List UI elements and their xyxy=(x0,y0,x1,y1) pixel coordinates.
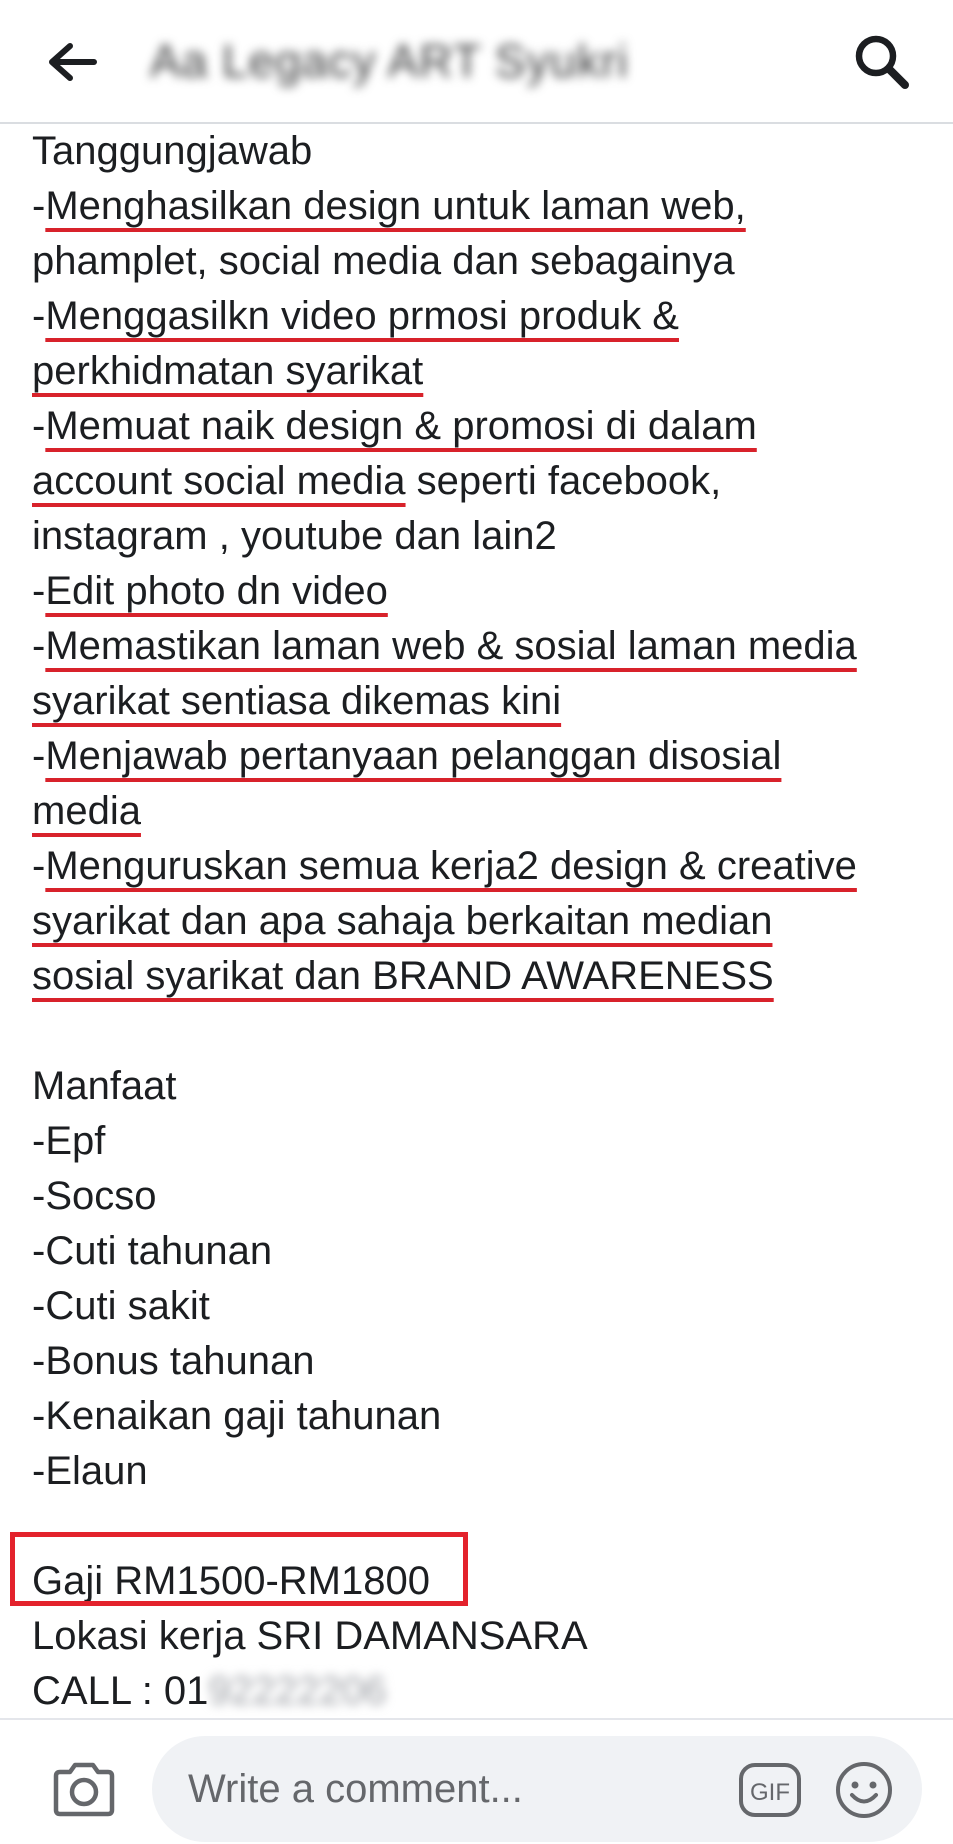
camera-icon xyxy=(50,1760,118,1818)
top-bar xyxy=(0,0,953,124)
camera-button[interactable] xyxy=(50,1760,118,1818)
underlined-text: Edit photo dn video xyxy=(45,569,388,613)
underlined-text: syarikat dan apa sahaja berkaitan median xyxy=(32,899,773,943)
benefit-item: -Bonus tahunan xyxy=(32,1339,315,1383)
post-line xyxy=(32,674,932,729)
phone-line xyxy=(32,1664,932,1719)
arrow-left-icon xyxy=(44,38,100,86)
post-line: -Memuat naik design & promosi di dalam xyxy=(32,404,757,448)
gif-label: GIF xyxy=(750,1779,790,1806)
post-line xyxy=(32,344,932,399)
post-line xyxy=(32,124,932,179)
underlined-text: account social media xyxy=(32,459,406,503)
comment-bar xyxy=(0,1718,953,1844)
underlined-text: Memuat naik design & promosi di dalam xyxy=(45,404,757,448)
call-label: CALL : 01 xyxy=(32,1669,209,1713)
benefit-item: -Elaun xyxy=(32,1449,148,1493)
underlined-text: sosial syarikat dan BRAND AWARENESS xyxy=(32,954,774,998)
underlined-text: Menghasilkan design untuk laman web, xyxy=(45,184,746,228)
post-body xyxy=(32,124,932,1719)
salary-line: Gaji RM1500-RM1800 xyxy=(32,1559,430,1603)
post-line xyxy=(32,894,932,949)
underlined-text: syarikat sentiasa dikemas kini xyxy=(32,679,562,723)
phone-number-redacted: 92222206 xyxy=(208,1669,387,1713)
post-line: instagram , youtube dan lain2 xyxy=(32,514,557,558)
emoji-button[interactable] xyxy=(834,1760,894,1820)
page-title-text: Aa Legacy ART Syukri xyxy=(150,35,629,87)
underlined-text: media xyxy=(32,789,141,833)
post-line xyxy=(32,784,932,839)
comment-field-container[interactable] xyxy=(152,1736,922,1842)
emoji-icon xyxy=(834,1760,894,1820)
benefit-item: -Epf xyxy=(32,1119,106,1163)
underlined-text: Memastikan laman web & sosial laman media xyxy=(45,624,857,668)
post-line xyxy=(32,454,932,509)
search-icon xyxy=(850,30,912,92)
underlined-text: Menjawab pertanyaan pelanggan disosial xyxy=(45,734,782,778)
post-line: -Menggasilkn video prmosi produk & xyxy=(32,294,679,338)
benefit-item: -Cuti tahunan xyxy=(32,1229,273,1273)
back-button[interactable] xyxy=(44,38,100,86)
benefit-item: -Socso xyxy=(32,1174,157,1218)
location-line: Lokasi kerja SRI DAMANSARA xyxy=(32,1614,588,1658)
benefit-item: -Kenaikan gaji tahunan xyxy=(32,1394,442,1438)
underlined-text: Menguruskan semua kerja2 design & creative xyxy=(45,844,857,888)
plain-text: seperti facebook, xyxy=(405,459,722,503)
post-line: -Memastikan laman web & sosial laman media xyxy=(32,624,857,668)
benefit-item: -Cuti sakit xyxy=(32,1284,210,1328)
gif-button[interactable] xyxy=(738,1762,802,1818)
post-line xyxy=(32,949,932,1004)
search-button[interactable] xyxy=(850,30,912,92)
gif-icon xyxy=(738,1762,802,1818)
post-line: -Menjawab pertanyaan pelanggan disosial xyxy=(32,734,782,778)
page-title xyxy=(150,35,629,87)
underlined-text: Menggasilkn video prmosi produk & xyxy=(45,294,679,338)
post-line: phamplet, social media dan sebagainya xyxy=(32,239,735,283)
post-line: -Menghasilkan design untuk laman web, xyxy=(32,184,746,228)
post-line: -Menguruskan semua kerja2 design & creative xyxy=(32,844,857,888)
comment-input[interactable] xyxy=(186,1760,710,1818)
responsibilities-heading: Tanggungjawab xyxy=(32,129,313,173)
post-line: -Edit photo dn video xyxy=(32,569,388,613)
spacer xyxy=(32,1004,932,1059)
underlined-text: perkhidmatan syarikat xyxy=(32,349,424,393)
salary-highlight-box xyxy=(10,1532,468,1606)
benefits-heading: Manfaat xyxy=(32,1064,177,1108)
